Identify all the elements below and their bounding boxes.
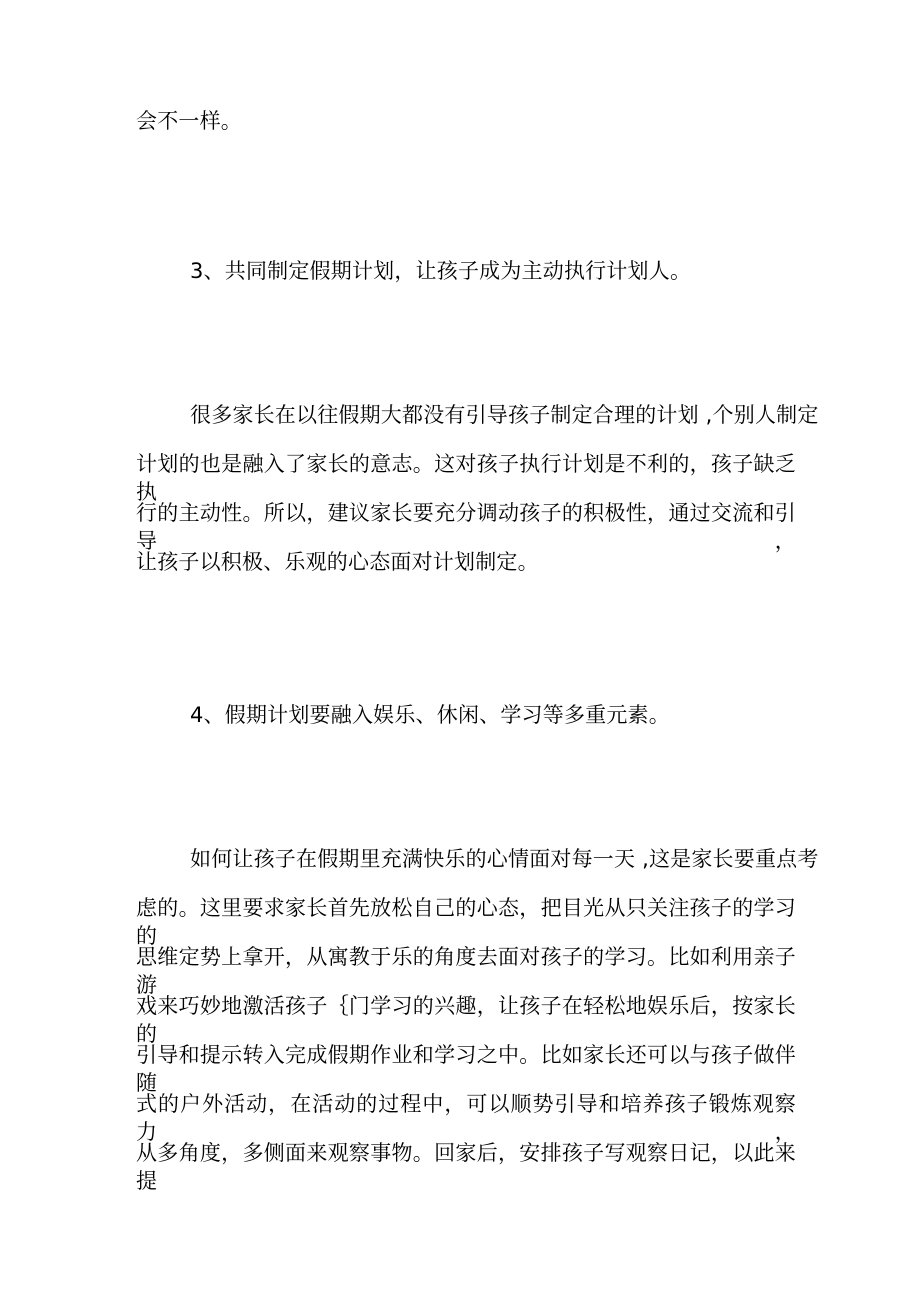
section-heading-3: 3、共同制定假期计划，让孩子成为主动执行计划人。 [190,259,692,283]
paragraph-2-line-6: 式的户外活动，在活动的过程中，可以顺势引导和培养孩子锻炼观察力， [136,1092,796,1144]
paragraph-2-line-1: 如何让孩子在假期里充满快乐的心情面对每一天 ,这是家长要重点考 [190,847,819,871]
paragraph-2-line-5: 引导和提示转入完成假期作业和学习之中。比如家长还可以与孩子做伴随 [136,1043,796,1095]
section-heading-4: 4、假期计划要融入娱乐、休闲、学习等多重元素。 [190,703,670,727]
paragraph-1-line-3: 行的主动性。所以，建议家长要充分调动孩子的积极性，通过交流和引导， [136,501,796,553]
paragraph-2-line-7: 从多角度，多侧面来观察事物。回家后，安排孩子写观察日记，以此来提 [136,1141,796,1193]
paragraph-2-line-4: 戏来巧妙地激活孩子｛门学习的兴趣，让孩子在轻松地娱乐后，按家长的 [136,994,796,1046]
paragraph-2-line-3: 思维定势上拿开，从寓教于乐的角度去面对孩子的学习。比如利用亲子游 [136,945,796,997]
continuation-line: 会不一样。 [136,109,242,133]
paragraph-1-line-4: 让孩子以积极、乐观的心态面对计划制定。 [136,550,539,574]
paragraph-2-line-2: 虑的。这里要求家长首先放松自己的心态，把目光从只关注孩子的学习的 [136,896,796,948]
paragraph-1-line-2: 计划的也是融入了家长的意志。这对孩子执行计划是不利的，孩子缺乏执 [136,452,796,504]
paragraph-1-line-1: 很多家长在以往假期大都没有引导孩子制定合理的计划 ,个别人制定 [190,403,819,427]
